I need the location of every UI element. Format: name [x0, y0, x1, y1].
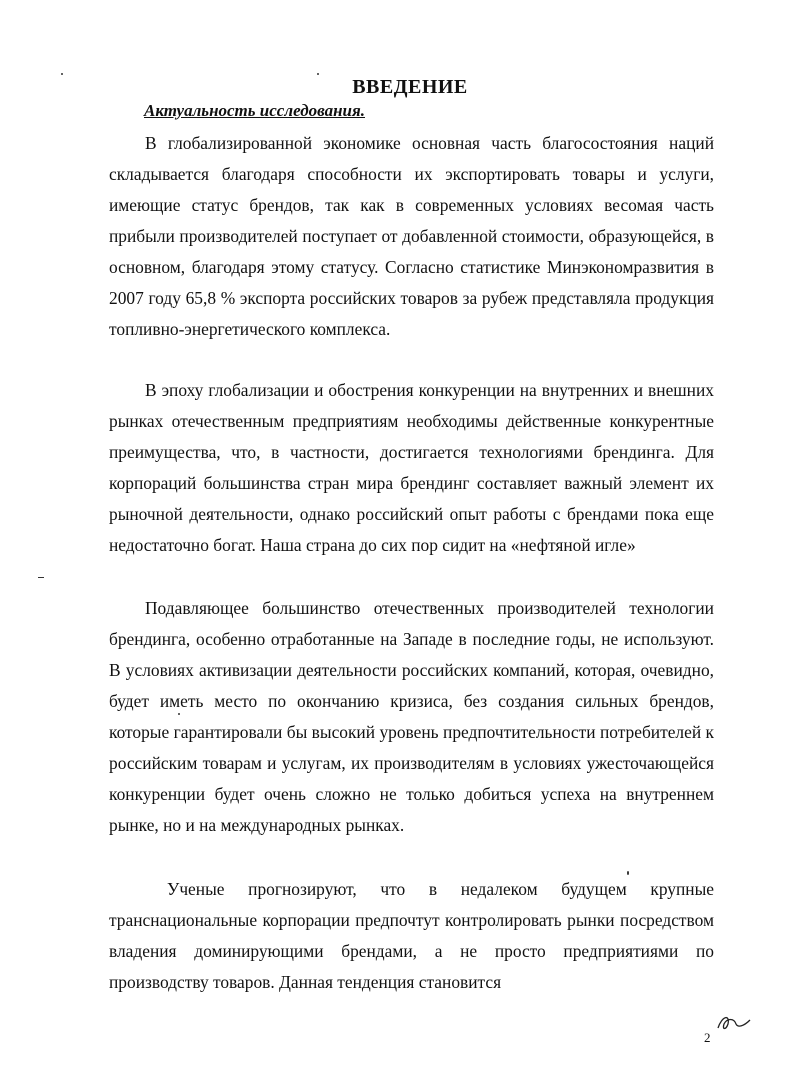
page-number: 2 [704, 1030, 711, 1045]
scan-speck [627, 871, 629, 875]
page-title: ВВЕДЕНИЕ [352, 76, 468, 98]
scan-speck [317, 73, 319, 75]
scan-speck [61, 73, 63, 75]
paragraph-2: В эпоху глобализации и обострения конкуренции на внутренних и внешних рынках отечественным предприятиям необходимы действенные конкурентные преимущества, что, в частности, достигается технологиями брендинга. Для корпораций большинства стран мира брендинг составляет важный элемент их рыночной деятельности, однако российский опыт работы с брендами пока еще недостаточно богат. Наша страна до сих пор сидит на «нефтяной игле» [109, 380, 714, 555]
section-subtitle: Актуальность исследования. [144, 101, 365, 120]
scan-speck [38, 577, 44, 578]
paragraph-4: Ученые прогнозируют, что в недалеком будущем крупные транснациональные корпорации предпочтут контролировать рынки посредством владения доминирующими брендами, а не просто предприятиями по производству товаров. Данная тенденция становится [109, 879, 714, 992]
paragraph-1: В глобализированной экономике основная часть благосостояния наций складывается благодаря способности их экспортировать товары и услуги, имеющие статус брендов, так как в современных условиях весомая часть прибыли производителей поступает от добавленной стоимости, образующейся, в основном, благодаря этому статусу. Согласно статистике Минэкономразвития в 2007 году 65,8 % экспорта российских товаров за рубеж представляла продукция топливно-энергетического комплекса. [109, 133, 714, 339]
scan-speck [178, 713, 180, 715]
handwritten-mark-icon [714, 1010, 754, 1036]
paragraph-3: Подавляющее большинство отечественных производителей технологии брендинга, особенно отработанные на Западе в последние годы, не используют. В условиях активизации деятельности российских компаний, которая, очевидно, будет иметь место по окончанию кризиса, без создания сильных брендов, которые гарантировали бы высокий уровень предпочтительности потребителей к российским товарам и услугам, их производителям в условиях ужесточающейся конкуренции будет очень сложно не только добиться успеха на внутреннем рынке, но и на международных рынках. [109, 598, 714, 835]
